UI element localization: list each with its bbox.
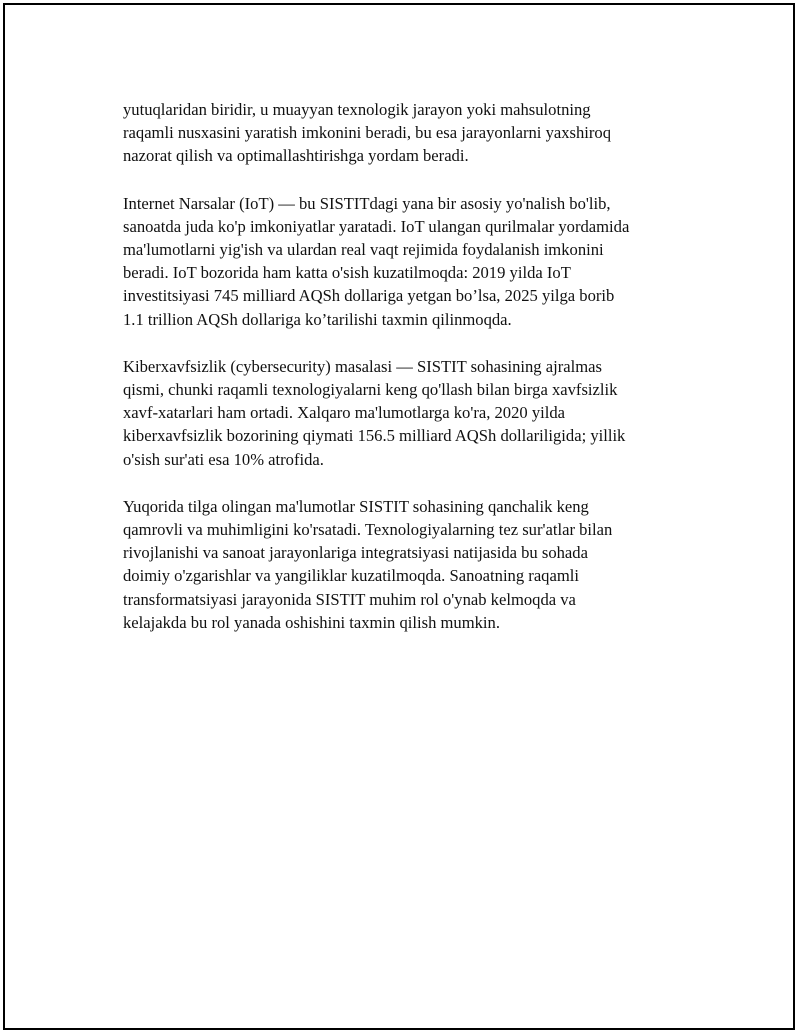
text-line: kiberxavfsizlik bozorining qiymati 156.5 milliard AQSh dollariligida; yillik	[123, 426, 626, 446]
paragraph-iot	[123, 192, 703, 331]
text-line: nazorat qilish va optimallashtirishga yordam beradi.	[123, 146, 469, 166]
text-line: Kiberxavfsizlik (cybersecurity) masalasi — SISTIT sohasining ajralmas	[123, 356, 602, 376]
text-line: o'sish sur'ati esa 10% atrofida.	[123, 449, 324, 469]
text-line: kelajakda bu rol yanada oshishini taxmin qilish mumkin.	[123, 612, 500, 632]
text-line: beradi. IoT bozorida ham katta o'sish kuzatilmoqda: 2019 yilda IoT	[123, 263, 571, 283]
paragraph-digital-twin	[123, 98, 703, 168]
text-line: investitsiyasi 745 milliard AQSh dollariga yetgan bo’lsa, 2025 yilga borib	[123, 286, 615, 306]
paragraph-conclusion	[123, 495, 703, 634]
text-line: xavf-xatarlari ham ortadi. Xalqaro ma'lumotlarga ko'ra, 2020 yilda	[123, 403, 566, 423]
document-body	[123, 98, 703, 658]
text-line: ma'lumotlarni yig'ish va ulardan real vaqt rejimida foydalanish imkonini	[123, 240, 604, 260]
page-frame	[3, 3, 795, 1030]
text-line: Internet Narsalar (IoT) — bu SISTITdagi yana bir asosiy yo'nalish bo'lib,	[123, 193, 611, 213]
text-line: Yuqorida tilga olingan ma'lumotlar SISTIT sohasining qanchalik keng	[123, 496, 589, 516]
text-line: qismi, chunki raqamli texnologiyalarni keng qo'llash bilan birga xavfsizlik	[123, 380, 618, 400]
text-line: transformatsiyasi jarayonida SISTIT muhim rol o'ynab kelmoqda va	[123, 589, 576, 609]
text-line: sanoatda juda ko'p imkoniyatlar yaratadi. IoT ulangan qurilmalar yordamida	[123, 216, 630, 236]
text-line: doimiy o'zgarishlar va yangiliklar kuzatilmoqda. Sanoatning raqamli	[123, 566, 579, 586]
text-line: rivojlanishi va sanoat jarayonlariga integratsiyasi natijasida bu sohada	[123, 543, 588, 563]
text-line: qamrovli va muhimligini ko'rsatadi. Texnologiyalarning tez sur'atlar bilan	[123, 520, 613, 540]
text-line: 1.1 trillion AQSh dollariga ko’tarilishi taxmin qilinmoqda.	[123, 309, 512, 329]
text-line: yutuqlaridan biridir, u muayyan texnologik jarayon yoki mahsulotning	[123, 100, 591, 119]
text-line: raqamli nusxasini yaratish imkonini beradi, bu esa jarayonlarni yaxshiroq	[123, 123, 612, 143]
paragraph-cybersecurity	[123, 355, 703, 471]
